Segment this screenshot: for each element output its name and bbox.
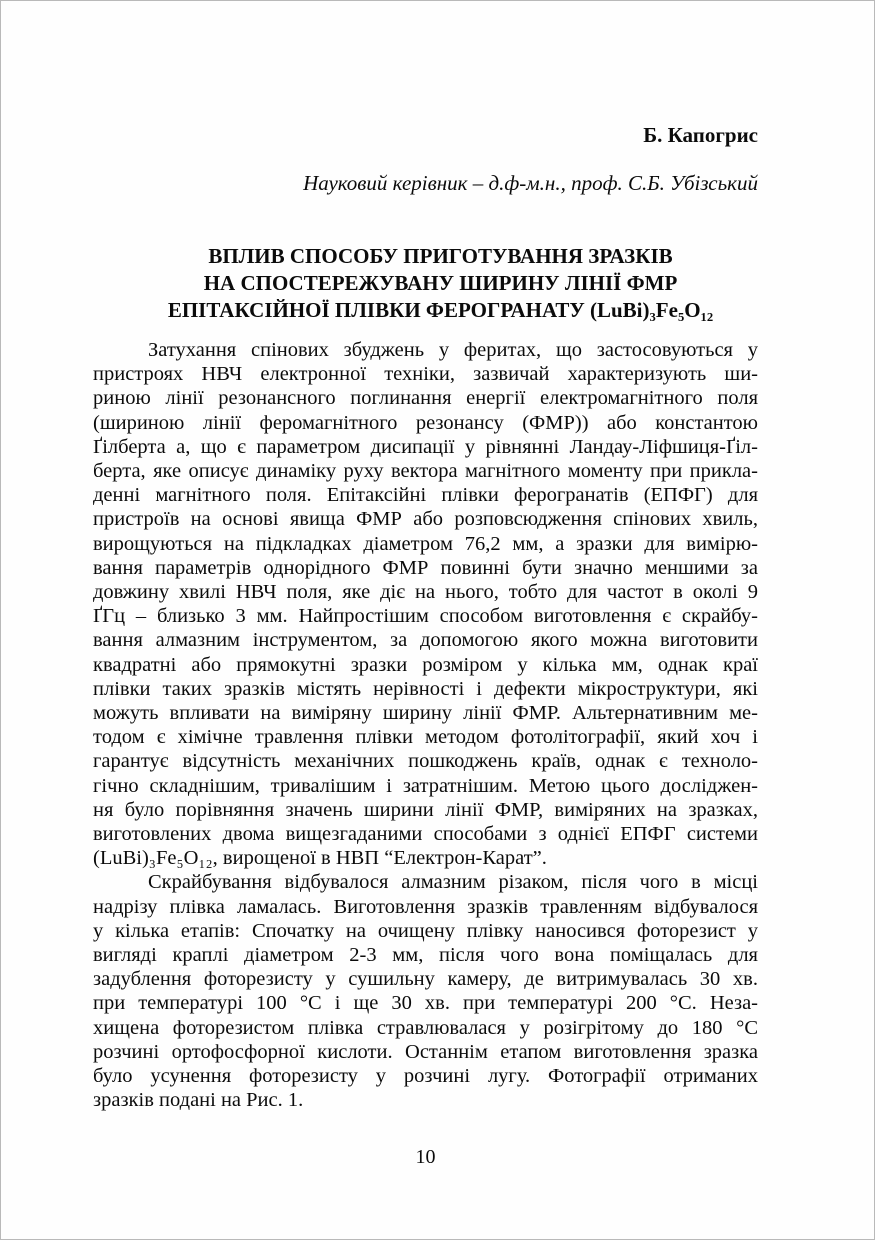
text-line: (LuBi)₃Fe₅O₁₂, вирощеної в НВП “Електрон-Карат”. [93,847,547,870]
text-line: Затухання спінових збуджень у феритах, що застосовуються у [148,339,758,361]
text-line: хищена фоторезистом плівка стравлювалася у розігрітому до 180 °С [93,1016,758,1039]
text-line: денні магнітного поля. Епітаксійні плівки ферогранатів (ЕПФГ) для [93,484,758,507]
text-line: пристроїв на основі явища ФМР або розповсюдження спінових хвиль, [93,508,758,531]
text-line: пристроях НВЧ електронної техніки, зазвичай характеризують ши- [93,363,758,386]
text-line: гічно складнішим, тривалішим і затратнішим. Метою цього досліджен- [93,774,758,797]
text-line: виготовлених двома вищезгаданими способами з однієї ЕПФГ системи [93,823,758,846]
text-line: можуть впливати на виміряну ширину лінії ФМР. Альтернативним ме- [93,702,758,725]
text-line: тодом є хімічне травлення плівки методом фотолітографії, який хоч і [93,726,758,749]
text-line: розчині ортофосфорної кислоти. Останнім етапом виготовлення зразка [93,1040,758,1063]
text-line: у кілька етапів: Спочатку на очищену плівку наносився фоторезист у [93,919,758,942]
text-line: риною лінії резонансного поглинання енергії електромагнітного поля [93,387,758,410]
text-line: Скрайбування відбувалося алмазним різаком, після чого в місці [148,871,758,894]
text-line: надрізу плівка ламалась. Виготовлення зразків травленням відбувалося [93,895,758,918]
page-content [93,1,758,1169]
paragraph-2 [93,870,758,1112]
text-line: квадратні або прямокутні зразки розміром у кілька мм, однак краї [93,653,758,676]
text-line: вання алмазним інструментом, за допомогою якого можна виготовити [93,629,758,652]
paragraph-1 [93,338,758,870]
text-line: задублення фоторезисту у сушильну камеру, де витримувалась 30 хв. [93,968,758,991]
page-number: 10 [415,1145,436,1168]
body-text [93,338,758,1113]
text-line: було усунення фоторезисту у розчині лугу. Фотографії отриманих [93,1065,758,1088]
title-line-1: ВПЛИВ СПОСОБУ ПРИГОТУВАННЯ ЗРАЗКІВ [208,244,673,268]
text-line: берта, яке описує динаміку руху вектора магнітного моменту при прикла- [93,460,758,483]
author-name: Б. Капогрис [643,123,758,147]
text-line: вигляді краплі діаметром 2-3 мм, після чого вона поміщалась для [93,944,758,967]
text-line: вання параметрів однорідного ФМР повинні бути значно меншими за [93,556,758,579]
title-line-3: ЕПІТАКСІЙНОЇ ПЛІВКИ ФЕРОГРАНАТУ (LuBi)₃Fe₅O₁₂ [167,298,714,322]
supervisor-line: Науковий керівник – д.ф-м.н., проф. С.Б. Убізський [303,171,758,195]
text-line: зразків подані на Рис. 1. [93,1089,304,1112]
text-line: при температурі 100 °С і ще 30 хв. при температурі 200 °С. Неза- [93,992,758,1015]
text-line: (шириною лінії феромагнітного резонансу (ФМР)) або константою [93,411,758,434]
text-line: довжину хвилі НВЧ поля, яке діє на нього, тобто для частот в околі 9 [93,581,758,604]
text-line: плівки таких зразків містять нерівності і дефекти мікроструктури, які [93,677,758,700]
title-line-2: НА СПОСТЕРЕЖУВАНУ ШИРИНУ ЛІНІЇ ФМР [203,271,678,295]
text-line: вирощуються на підкладках діаметром 76,2 мм, а зразки для вимірю- [93,532,758,555]
paper-title [93,243,758,324]
text-line: гарантує відсутність механічних пошкоджень країв, однак є техноло- [93,750,758,773]
text-line: Ґілберта а, що є параметром дисипації у рівнянні Ландау-Ліфшиця-Ґіл- [93,435,758,458]
text-line: ня було порівняння значень ширини лінії ФМР, виміряних на зразках, [93,798,758,821]
text-line: ҐГц – близько 3 мм. Найпростішим способом виготовлення є скрайбу- [93,605,758,628]
